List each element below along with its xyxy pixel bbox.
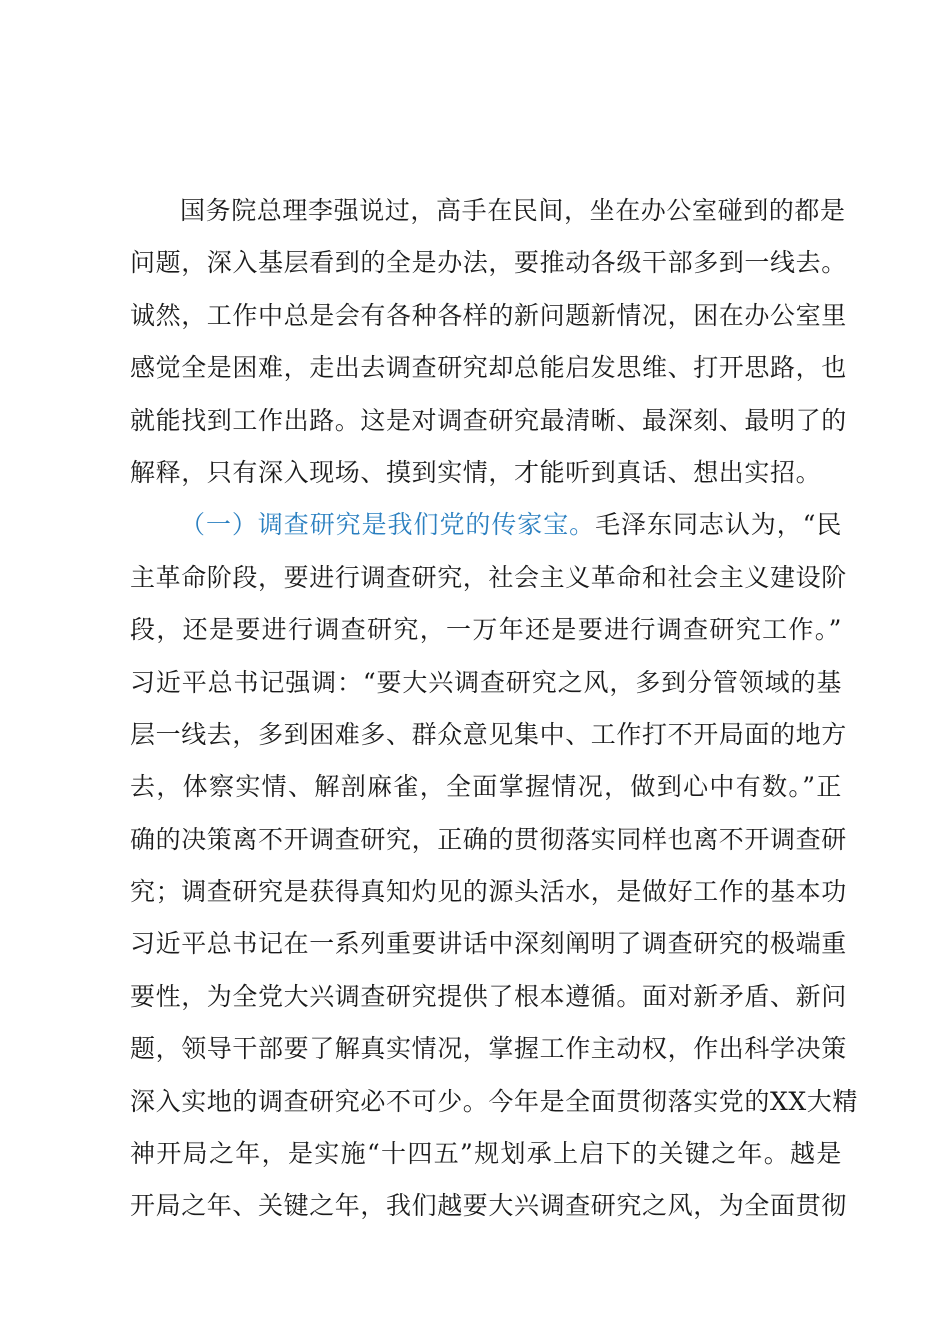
section-first-line-text: 毛泽东同志认为，“民 bbox=[595, 510, 842, 540]
paragraph-line: 去，体察实情、解剖麻雀，全面掌握情况，做到心中有数。”正 bbox=[130, 772, 842, 802]
paragraph-line: 诚然，工作中总是会有各种各样的新问题新情况，困在办公室里 bbox=[130, 300, 847, 330]
paragraph-line: 国务院总理李强说过，高手在民间，坐在办公室碰到的都是 bbox=[180, 196, 846, 225]
paragraph-line: 段，还是要进行调查研究，一万年还是要进行调查研究工作。” bbox=[130, 615, 842, 645]
paragraph-line: 深入实地的调查研究必不可少。今年是全面贯彻落实党的XX大精 bbox=[130, 1086, 858, 1116]
paragraph-line: 解释，只有深入现场、摸到实情，才能听到真话、想出实招。 bbox=[130, 457, 822, 487]
paragraph-line: 就能找到工作出路。这是对调查研究最清晰、最深刻、最明了的 bbox=[130, 405, 847, 435]
paragraph-line: 层一线去，多到困难多、群众意见集中、工作打不开局面的地方 bbox=[130, 719, 847, 749]
paragraph-line: 主革命阶段，要进行调查研究，社会主义革命和社会主义建设阶 bbox=[130, 562, 847, 592]
paragraph-line: 感觉全是困难，走出去调查研究却总能启发思维、打开思路，也 bbox=[130, 353, 847, 383]
paragraph-line: 习近平总书记强调：“要大兴调查研究之风，多到分管领域的基 bbox=[130, 667, 842, 697]
paragraph-line: 问题，深入基层看到的全是办法，要推动各级干部多到一线去。 bbox=[130, 248, 847, 278]
paragraph-line: 习近平总书记在一系列重要讲话中深刻阐明了调查研究的极端重 bbox=[130, 929, 847, 959]
section-heading: （一）调查研究是我们党的传家宝。 bbox=[180, 510, 596, 540]
document-body bbox=[130, 185, 858, 1233]
paragraph-line: 神开局之年，是实施“十四五”规划承上启下的关键之年。越是 bbox=[130, 1139, 842, 1169]
paragraph-line: 要性，为全党大兴调查研究提供了根本遵循。面对新矛盾、新问 bbox=[130, 981, 847, 1011]
paragraph-line: 开局之年、关键之年，我们越要大兴调查研究之风，为全面贯彻 bbox=[130, 1191, 847, 1221]
paragraph-line: 确的决策离不开调查研究，正确的贯彻落实同样也离不开调查研 bbox=[130, 824, 847, 854]
section-first-line bbox=[130, 499, 842, 551]
paragraph-line: 究；调查研究是获得真知灼见的源头活水，是做好工作的基本功 bbox=[130, 877, 847, 907]
paragraph-line: 题，领导干部要了解真实情况，掌握工作主动权，作出科学决策 bbox=[130, 1034, 847, 1064]
